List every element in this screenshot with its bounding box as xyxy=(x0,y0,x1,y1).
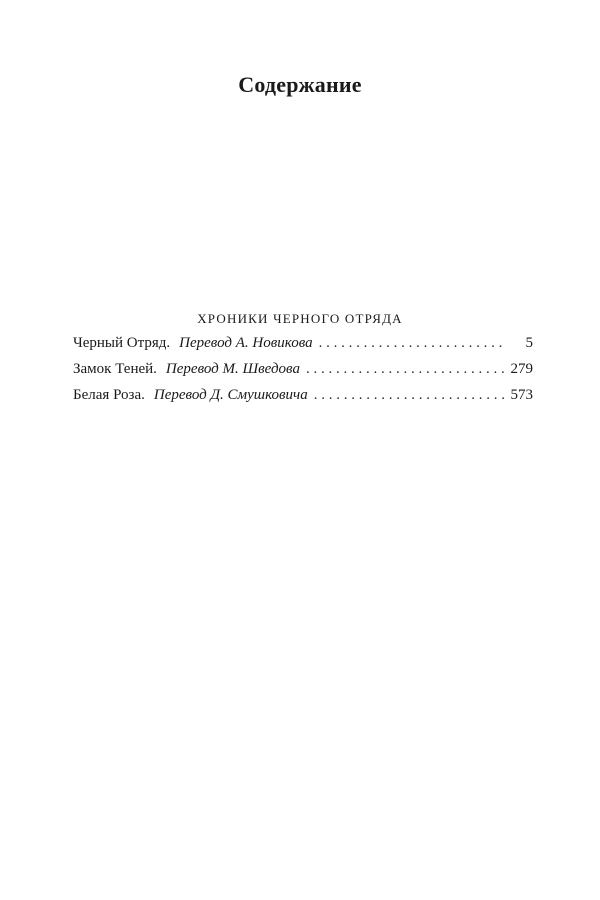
toc-entry xyxy=(73,335,533,361)
toc-dot-leader xyxy=(306,361,505,378)
toc-entry-title: Белая Роза. xyxy=(73,387,145,403)
page-title: Содержание xyxy=(238,72,362,97)
toc-dot-leader xyxy=(314,387,505,404)
toc-entry-translator: Перевод М. Шведова xyxy=(165,361,300,377)
toc-list xyxy=(73,335,533,413)
toc-entry-page: 573 xyxy=(510,387,533,403)
section-heading: ХРОНИКИ ЧЕРНОГО ОТРЯДА xyxy=(197,311,403,326)
toc-dot-leader xyxy=(319,335,507,352)
toc-entry xyxy=(73,387,533,413)
toc-entry-title: Черный Отряд. xyxy=(73,335,171,351)
toc-entry-translator: Перевод Д. Смушковича xyxy=(153,387,308,403)
toc-entry-page: 279 xyxy=(510,361,533,377)
toc-entry-title: Замок Теней. xyxy=(73,361,157,377)
toc-entry xyxy=(73,361,533,387)
toc-entry-translator: Перевод А. Новикова xyxy=(179,335,313,351)
toc-entry-page: 5 xyxy=(525,335,533,351)
